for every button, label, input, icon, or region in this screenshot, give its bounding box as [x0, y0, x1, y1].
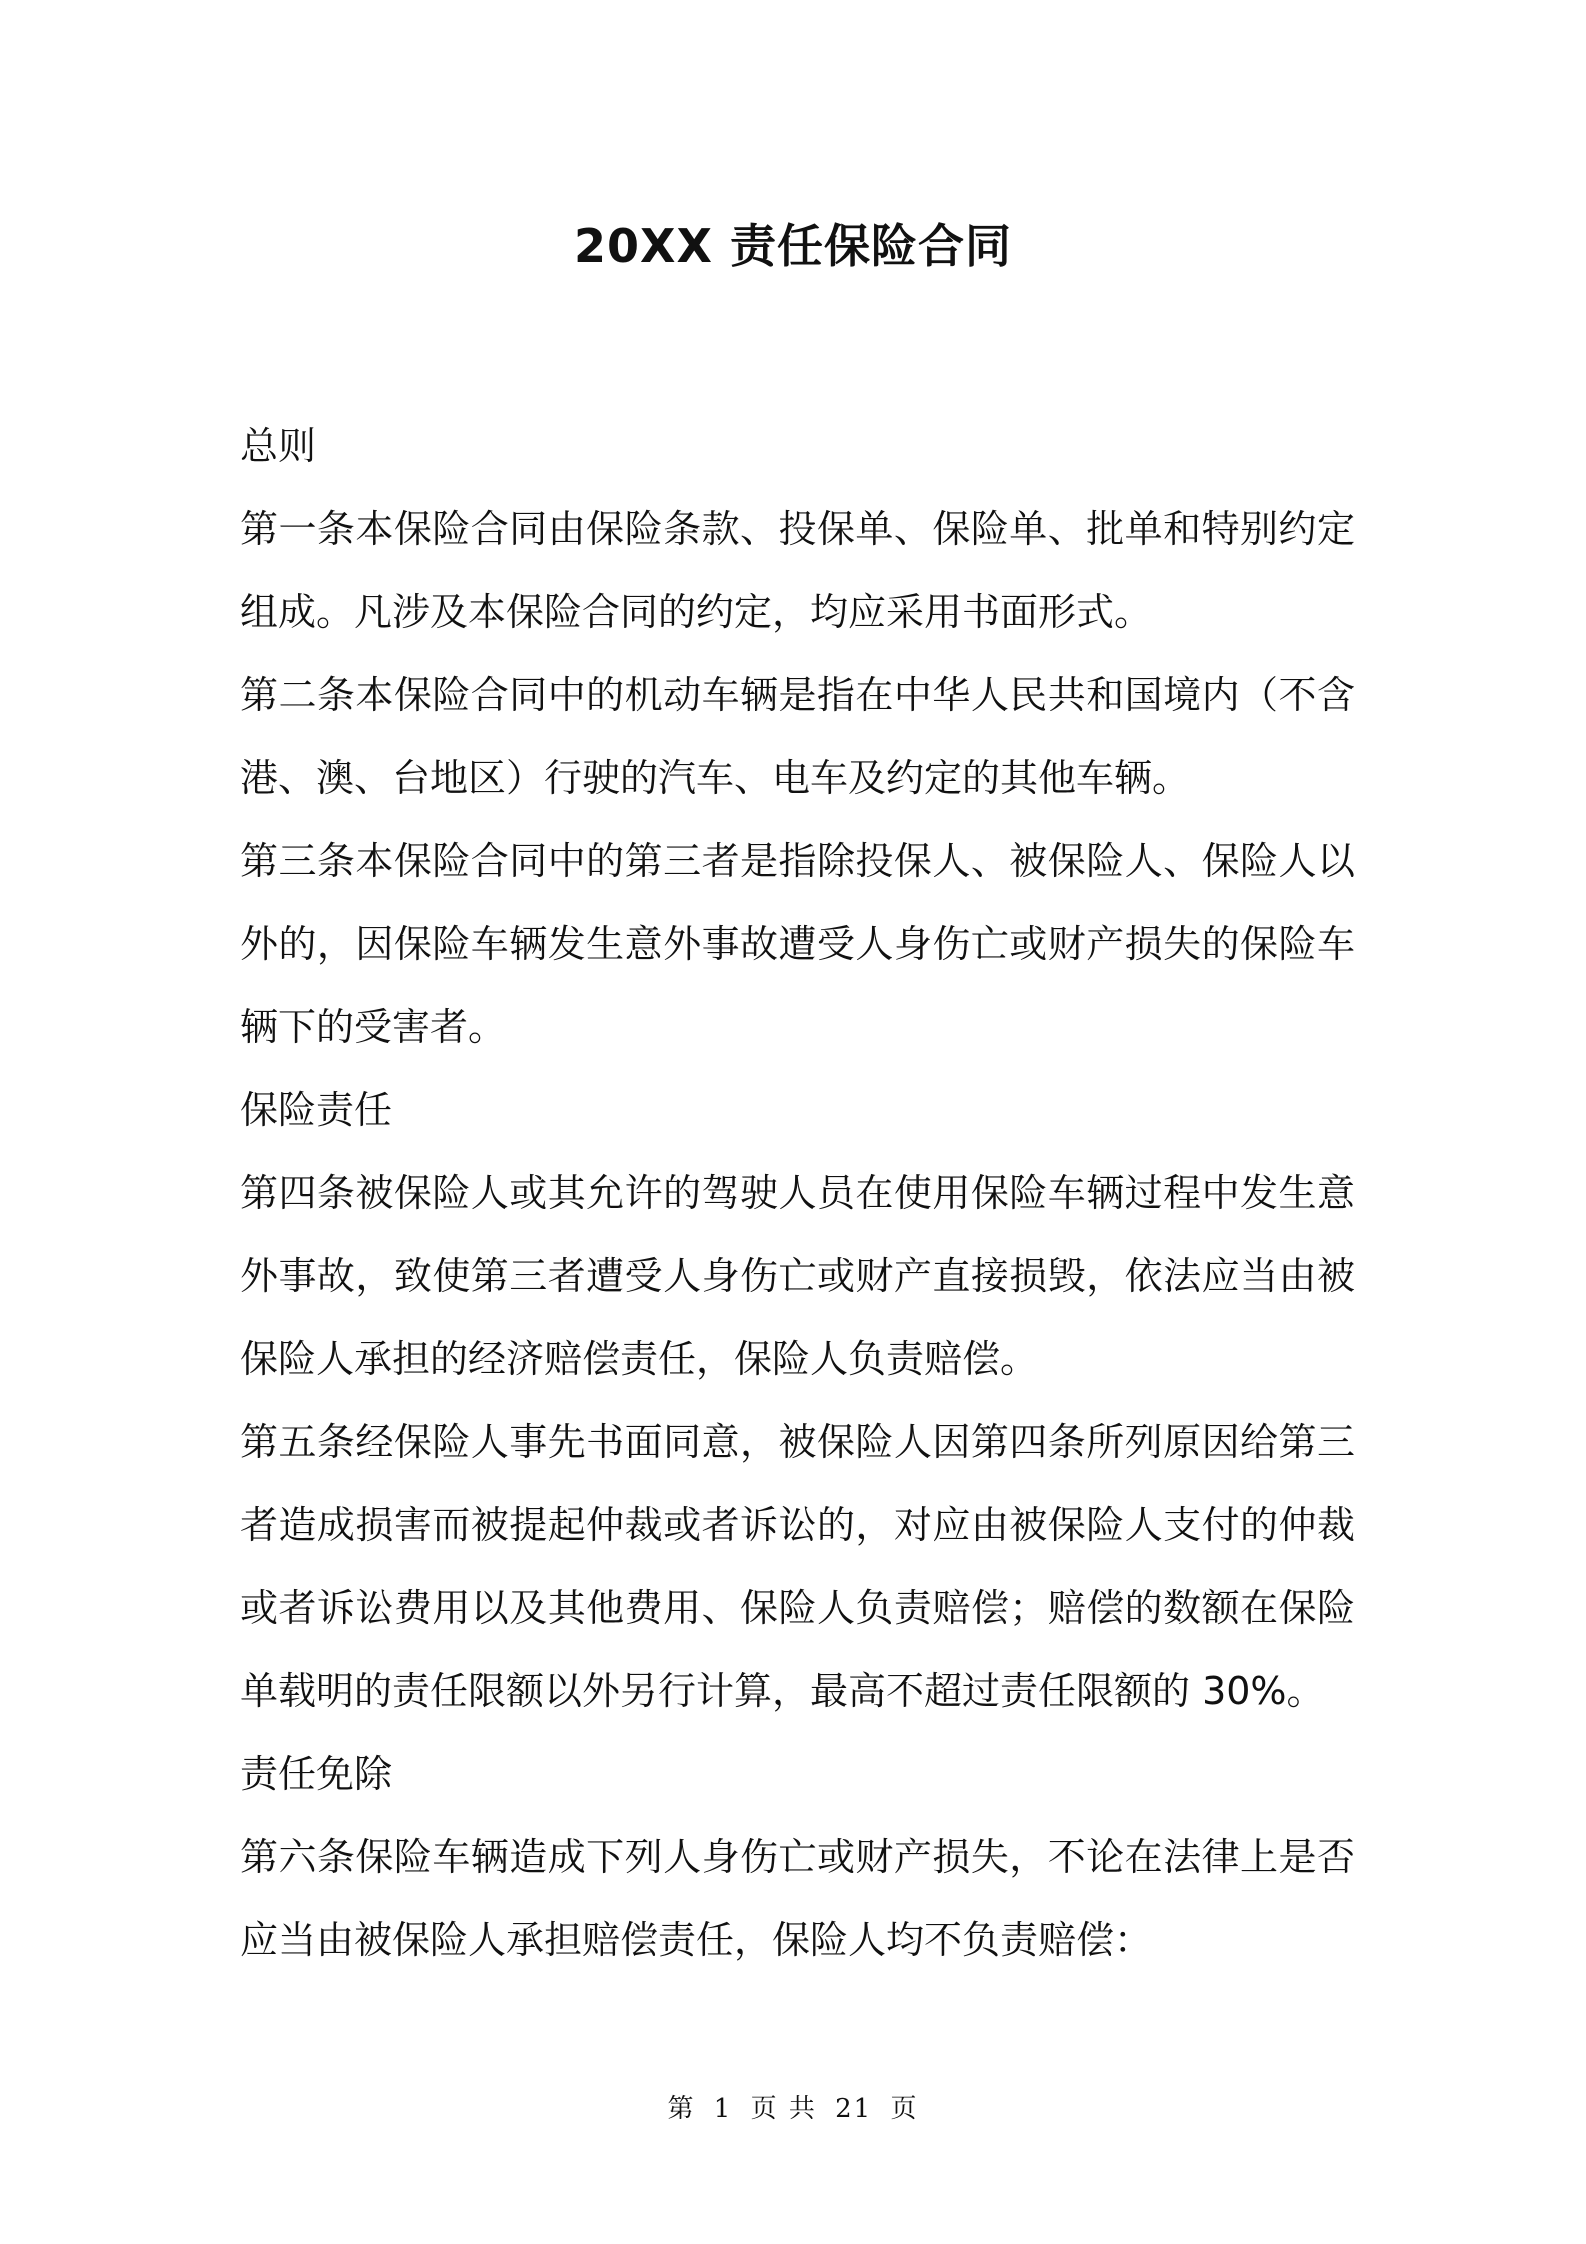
footer-prefix: 第 — [667, 2094, 696, 2124]
footer-middle: 页 共 — [750, 2094, 817, 2124]
article-1: 第一条本保险合同由保险条款、投保单、保险单、批单和特别约定组成。凡涉及本保险合同的约定，均应采用书面形式。 — [240, 507, 1355, 634]
document-title: 20XX 责任保险合同 — [574, 219, 1012, 273]
article-4: 第四条被保险人或其允许的驾驶人员在使用保险车辆过程中发生意外事故，致使第三者遭受人身伤亡或财产直接损毁，依法应当由被保险人承担的经济赔偿责任，保险人负责赔偿。 — [240, 1171, 1355, 1381]
article-5: 第五条经保险人事先书面同意，被保险人因第四条所列原因给第三者造成损害而被提起仲裁或者诉讼的，对应由被保险人支付的仲裁或者诉讼费用以及其他费用、保险人负责赔偿；赔偿的数额在保险单载明的责任限额以外另行计算，最高不超过责任限额的 30%。 — [240, 1420, 1355, 1713]
article-3: 第三条本保险合同中的第三者是指除投保人、被保险人、保险人以外的，因保险车辆发生意外事故遭受人身伤亡或财产损失的保险车辆下的受害者。 — [240, 839, 1355, 1049]
footer-suffix: 页 — [890, 2094, 919, 2124]
section-heading-exclusions: 责任免除 — [240, 1752, 393, 1796]
article-2: 第二条本保险合同中的机动车辆是指在中华人民共和国境内（不含港、澳、台地区）行驶的汽车、电车及约定的其他车辆。 — [240, 673, 1355, 800]
section-heading-liability: 保险责任 — [240, 1088, 393, 1132]
footer-current-page: 1 — [713, 2094, 733, 2124]
page-number-footer — [0, 2088, 1586, 2125]
footer-total-pages: 21 — [835, 2094, 873, 2124]
section-heading-general: 总则 — [240, 424, 317, 468]
article-6: 第六条保险车辆造成下列人身伤亡或财产损失，不论在法律上是否应当由被保险人承担赔偿责任，保险人均不负责赔偿： — [240, 1835, 1355, 1962]
document-body — [240, 405, 1355, 1982]
